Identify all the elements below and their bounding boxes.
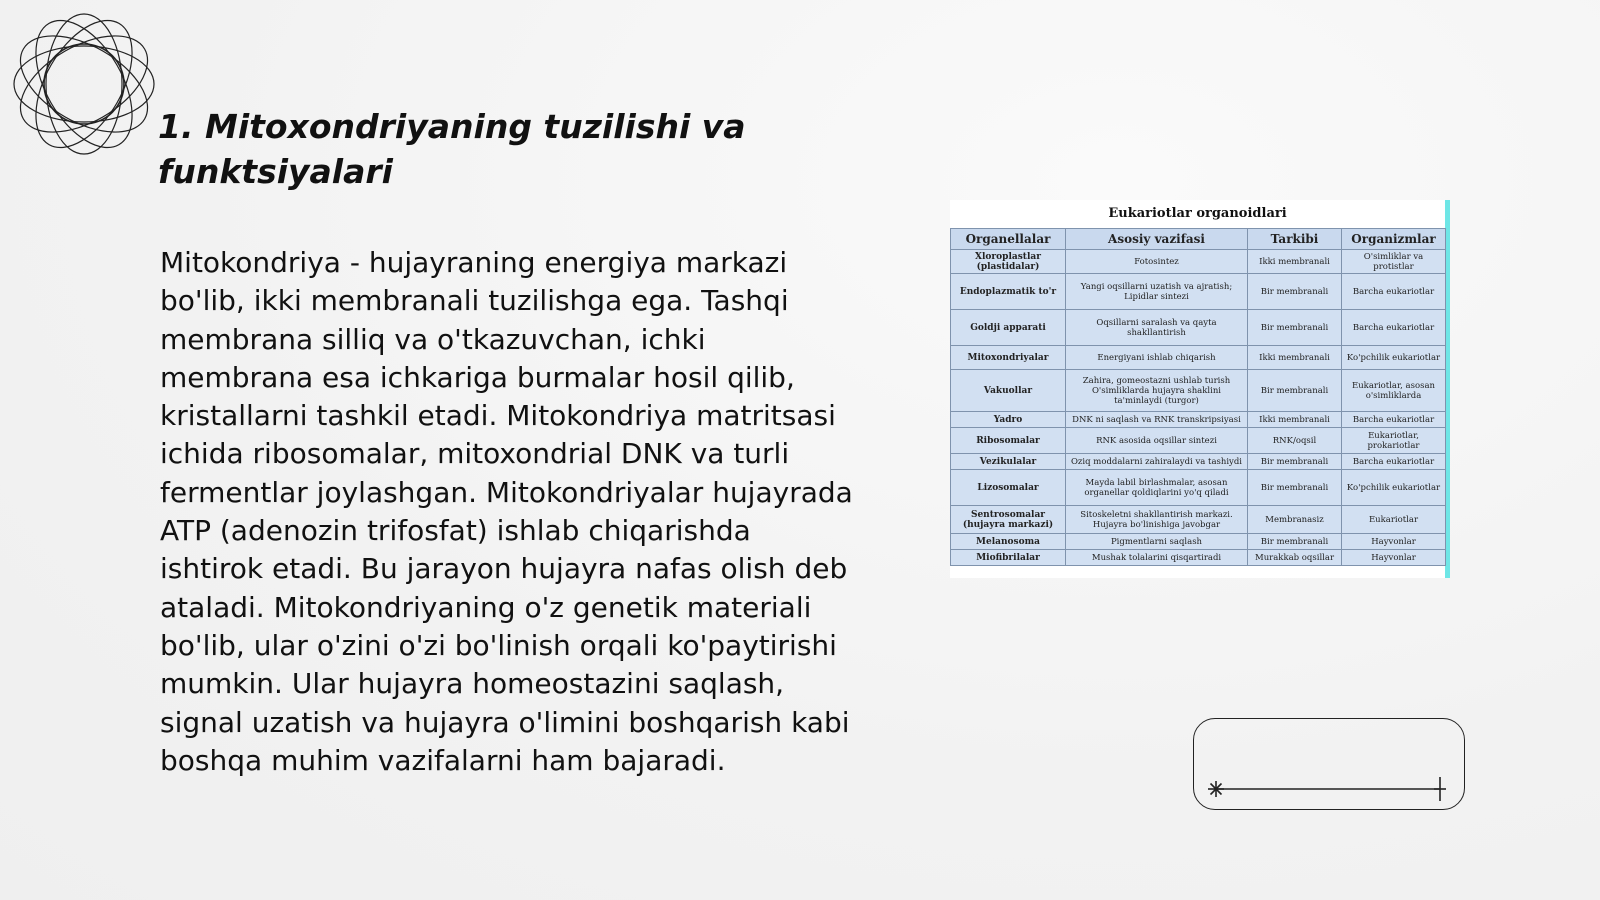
table-cell: Bir membranali [1248, 454, 1342, 470]
table-row [951, 534, 1446, 550]
table-cell: Ikki membranali [1248, 412, 1342, 428]
sparkle-icon [1208, 781, 1224, 797]
table-cell: Eukariotlar, asosan o'simliklarda [1342, 370, 1446, 412]
table-cell: Barcha eukariotlar [1342, 412, 1446, 428]
table-row [951, 428, 1446, 454]
table-cell: Eukariotlar [1342, 506, 1446, 534]
table-cell: Pigmentlarni saqlash [1066, 534, 1248, 550]
table-cell: Oziq moddalarni zahiralaydi va tashiydi [1066, 454, 1248, 470]
table-cell: Ikki membranali [1248, 346, 1342, 370]
table-cell: Barcha eukariotlar [1342, 454, 1446, 470]
table-cell: Bir membranali [1248, 310, 1342, 346]
table-cell: Ko'pchilik eukariotlar [1342, 346, 1446, 370]
cross-marker-icon [1434, 777, 1446, 801]
table-cell: Ko'pchilik eukariotlar [1342, 470, 1446, 506]
table-cell: Yadro [951, 412, 1066, 428]
table-cell: Vakuollar [951, 370, 1066, 412]
table-cell: Endoplazmatik to'r [951, 274, 1066, 310]
table-header-row [951, 229, 1446, 250]
table-cell: Sitoskeletni shakllantirish markazi. Hujayra bo'linishiga javobgar [1066, 506, 1248, 534]
table-cell: O'simliklar va protistlar [1342, 250, 1446, 274]
table-cell: Hayvonlar [1342, 534, 1446, 550]
organelles-table [950, 228, 1446, 566]
table-row [951, 550, 1446, 566]
table-cell: Goldji apparati [951, 310, 1066, 346]
table-row [951, 470, 1446, 506]
table-cell: Eukariotlar, prokariotlar [1342, 428, 1446, 454]
table-row [951, 370, 1446, 412]
table-cell: Murakkab oqsillar [1248, 550, 1342, 566]
organelles-table-figure [950, 200, 1450, 578]
table-cell: Ribosomalar [951, 428, 1066, 454]
table-cell: Xloroplastlar (plastidalar) [951, 250, 1066, 274]
table-cell: Vezikulalar [951, 454, 1066, 470]
table-cell: Oqsillarni saralash va qayta shakllantirish [1066, 310, 1248, 346]
table-cell: Mayda labil birlashmalar, asosan organellar qoldiqlarini yo'q qiladi [1066, 470, 1248, 506]
ring-pattern-icon [10, 10, 158, 158]
table-row [951, 506, 1446, 534]
progress-tracker [1193, 718, 1465, 810]
table-cell: Mitoxondriyalar [951, 346, 1066, 370]
table-cell: Fotosintez [1066, 250, 1248, 274]
table-cell: Bir membranali [1248, 274, 1342, 310]
table-cell: Bir membranali [1248, 370, 1342, 412]
table-row [951, 274, 1446, 310]
table-header-cell: Asosiy vazifasi [1066, 229, 1248, 250]
table-cell: Barcha eukariotlar [1342, 310, 1446, 346]
table-row [951, 454, 1446, 470]
table-cell: Hayvonlar [1342, 550, 1446, 566]
table-cell: Lizosomalar [951, 470, 1066, 506]
table-cell: Barcha eukariotlar [1342, 274, 1446, 310]
table-cell: Ikki membranali [1248, 250, 1342, 274]
table-cell: Energiyani ishlab chiqarish [1066, 346, 1248, 370]
table-header-cell: Tarkibi [1248, 229, 1342, 250]
table-header-cell: Organizmlar [1342, 229, 1446, 250]
table-cell: RNK asosida oqsillar sintezi [1066, 428, 1248, 454]
table-cell: DNK ni saqlash va RNK transkripsiyasi [1066, 412, 1248, 428]
table-cell: Mushak tolalarini qisqartiradi [1066, 550, 1248, 566]
slide-body-text: Mitokondriya - hujayraning energiya markazi bo'lib, ikki membranali tuzilishga ega. Tashqi membrana silliq va o'tkazuvchan, ichki membrana esa ichkariga burmalar hosil qilib, kristallarni tashkil etadi. Mitokondriya matritsasi ichida ribosomalar, mitoxondrial DNK va turli fermentlar joylashgan. Mitokondriyalar hujayrada ATP (adenozin trifosfat) ishlab chiqarishda ishtirok etadi. Bu jarayon hujayra nafas olish deb ataladi. Mitokondriyaning o'z genetik materiali bo'lib, ular o'zini o'zi bo'linish orqali ko'paytirishi mumkin. Ular hujayra homeostazini saqlash, signal uzatish va hujayra o'limini boshqarish kabi boshqa muhim vazifalarni ham bajaradi. [160, 246, 853, 777]
table-row [951, 310, 1446, 346]
table-cell: Bir membranali [1248, 534, 1342, 550]
table-row [951, 412, 1446, 428]
slide-title: 1. Mitoxondriyaning tuzilishi va funktsiyalari [158, 107, 746, 191]
table-cell: Bir membranali [1248, 470, 1342, 506]
table-header-cell: Organellalar [951, 229, 1066, 250]
table-cell: Sentrosomalar (hujayra markazi) [951, 506, 1066, 534]
table-row [951, 250, 1446, 274]
table-cell: Membranasiz [1248, 506, 1342, 534]
table-cell: RNK/oqsil [1248, 428, 1342, 454]
table-cell: Melanosoma [951, 534, 1066, 550]
table-caption: Eukariotlar organoidlari [1108, 206, 1287, 221]
table-cell: Zahira, gomeostazni ushlab turish O'simliklarda hujayra shaklini ta'minlaydi (turgor) [1066, 370, 1248, 412]
table-cell: Miofibrilalar [951, 550, 1066, 566]
table-row [951, 346, 1446, 370]
table-cell: Yangi oqsillarni uzatish va ajratish; Lipidlar sintezi [1066, 274, 1248, 310]
